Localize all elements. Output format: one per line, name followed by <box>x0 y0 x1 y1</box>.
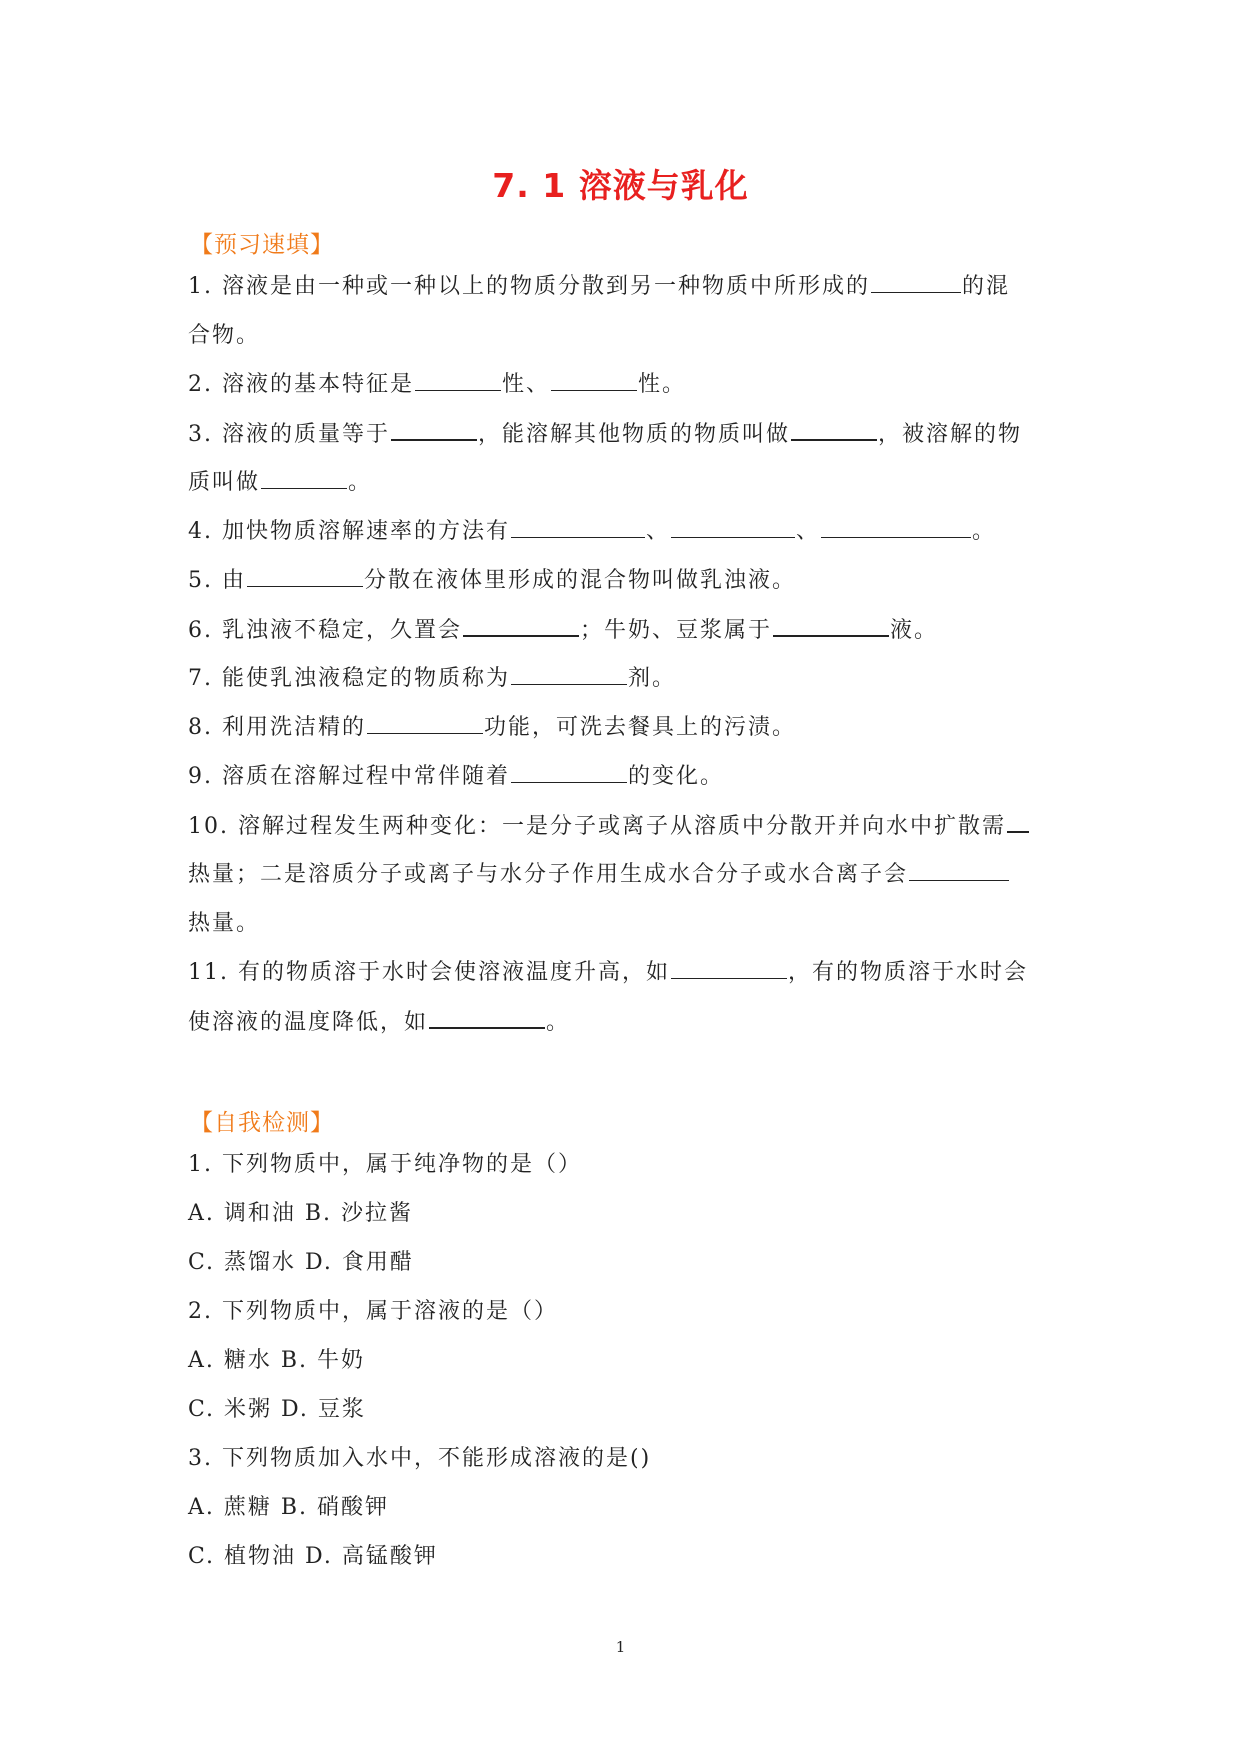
question-2: 2. 溶液的基本特征是 性、 性。 <box>188 360 1058 409</box>
answer-blank[interactable] <box>1007 801 1029 833</box>
answer-blank[interactable] <box>671 507 795 538</box>
question-8: 8. 利用洗洁精的 功能，可洗去餐具上的污渍。 <box>188 703 1058 752</box>
answer-blank[interactable] <box>821 507 971 538</box>
page-title: 7. 1 溶液与乳化 <box>492 166 749 205</box>
mc-question-stem: 2. 下列物质中，属于溶液的是（） <box>188 1299 558 1324</box>
question-4: 4. 加快物质溶解速率的方法有 、 、 。 <box>188 507 1058 556</box>
question-10-line-2: 热量；二是溶质分子或离子与水分子作用生成水合分子或水合离子会 <box>188 850 1058 899</box>
question-10-line-1: 10. 溶解过程发生两种变化：一是分子或离子从溶质中分散开并向水中扩散需 <box>188 801 1058 850</box>
mc-options-cd: C. 蒸馏水 D. 食用醋 <box>188 1250 414 1275</box>
answer-blank[interactable] <box>367 703 483 734</box>
section-heading-preview: 【预习速填】 <box>190 232 334 258</box>
answer-blank[interactable] <box>429 997 545 1029</box>
mc-options-ab: A. 糖水 B. 牛奶 <box>188 1348 366 1373</box>
answer-blank[interactable] <box>415 360 501 391</box>
question-3-line-1: 3. 溶液的质量等于 ，能溶解其他物质的物质叫做 ，被溶解的物 <box>188 409 1058 458</box>
mc-question-stem: 1. 下列物质中，属于纯净物的是（） <box>188 1152 582 1177</box>
answer-blank[interactable] <box>391 409 477 441</box>
question-11-line-2: 使溶液的温度降低，如 。 <box>188 997 1058 1046</box>
question-3-line-2: 质叫做 。 <box>188 458 1058 507</box>
mc-question-stem: 3. 下列物质加入水中，不能形成溶液的是() <box>188 1446 652 1471</box>
answer-blank[interactable] <box>871 262 961 293</box>
self-check-question-list <box>188 1140 1058 1581</box>
answer-blank[interactable] <box>671 948 787 979</box>
mc-options-ab: A. 蔗糖 B. 硝酸钾 <box>188 1495 390 1520</box>
answer-blank[interactable] <box>511 654 627 685</box>
question-10-line-3: 热量。 <box>188 911 261 936</box>
question-9: 9. 溶质在溶解过程中常伴随着 的变化。 <box>188 752 1058 801</box>
question-7: 7. 能使乳浊液稳定的物质称为 剂。 <box>188 654 1058 703</box>
preview-question-list <box>188 262 1058 1046</box>
answer-blank[interactable] <box>511 752 627 783</box>
answer-blank[interactable] <box>791 409 877 441</box>
answer-blank[interactable] <box>463 605 579 637</box>
question-5: 5. 由 分散在液体里形成的混合物叫做乳浊液。 <box>188 556 1058 605</box>
question-1-line-2: 合物。 <box>188 323 261 348</box>
answer-blank[interactable] <box>551 360 637 391</box>
section-heading-self-check: 【自我检测】 <box>190 1110 334 1136</box>
question-1-line-1: 1. 溶液是由一种或一种以上的物质分散到另一种物质中所形成的 的混 <box>188 262 1058 311</box>
answer-blank[interactable] <box>261 458 347 489</box>
page-number: 1 <box>615 1638 626 1656</box>
mc-options-ab: A. 调和油 B. 沙拉酱 <box>188 1201 414 1226</box>
question-11-line-1: 11. 有的物质溶于水时会使溶液温度升高，如 ，有的物质溶于水时会 <box>188 948 1058 997</box>
answer-blank[interactable] <box>773 605 889 637</box>
question-6: 6. 乳浊液不稳定，久置会 ；牛奶、豆浆属于 液。 <box>188 605 1058 654</box>
answer-blank[interactable] <box>511 507 645 538</box>
answer-blank[interactable] <box>247 556 363 587</box>
mc-options-cd: C. 植物油 D. 高锰酸钾 <box>188 1544 438 1569</box>
answer-blank[interactable] <box>909 850 1009 881</box>
mc-options-cd: C. 米粥 D. 豆浆 <box>188 1397 366 1422</box>
